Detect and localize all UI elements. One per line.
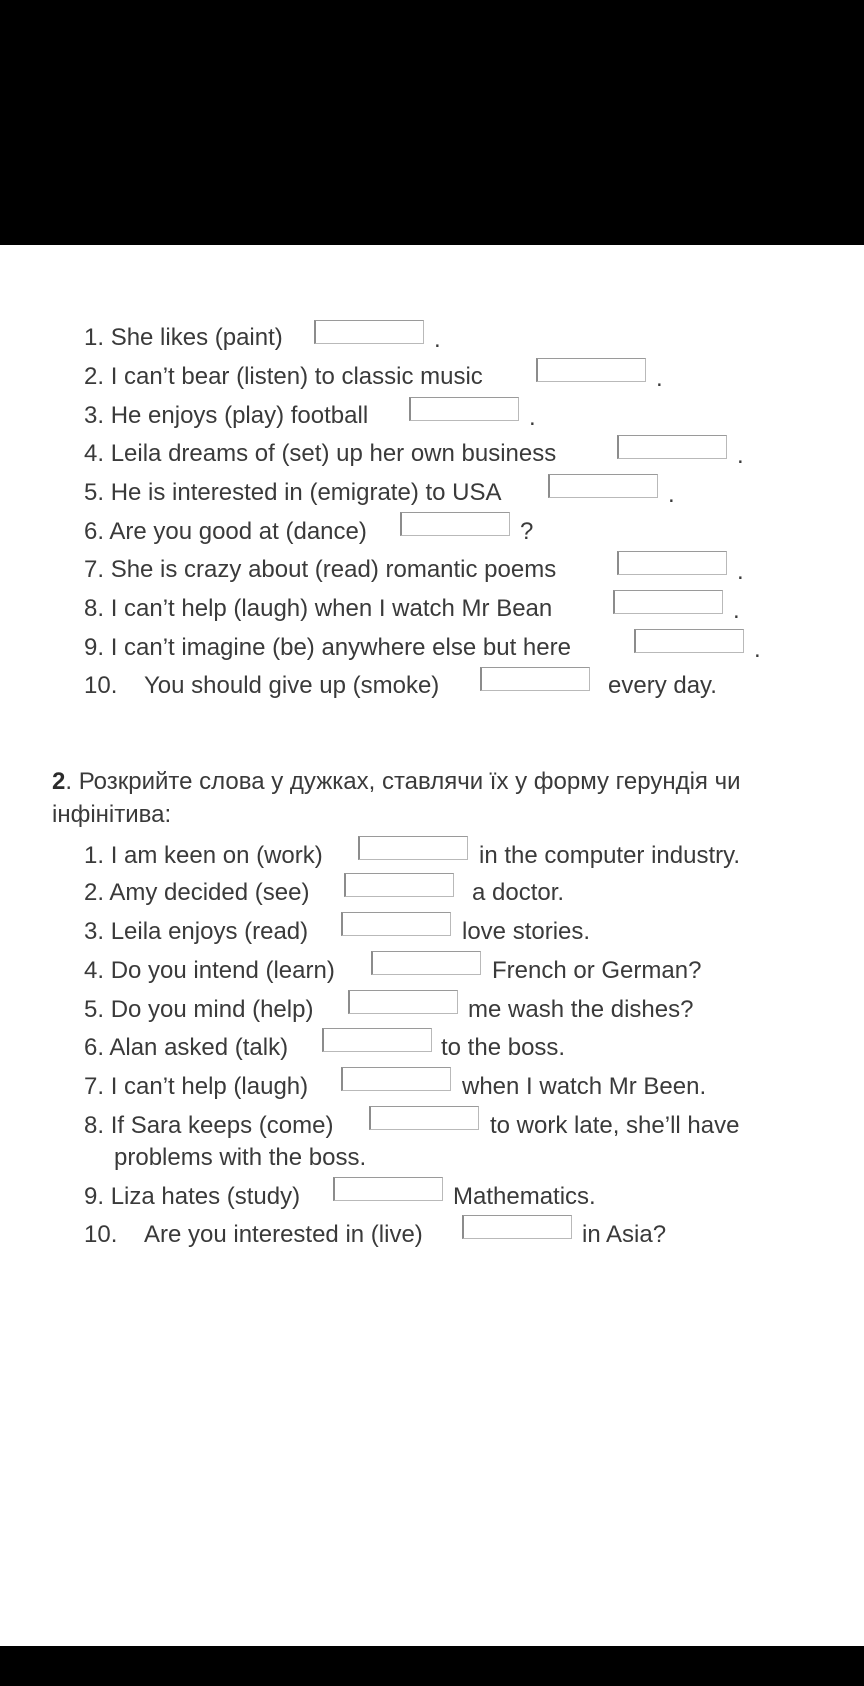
item-text: I can’t help (laugh) when I watch Mr Bean (110, 595, 553, 622)
answer-field-2-1[interactable] (358, 836, 468, 860)
item-text: Amy decided (see) (109, 879, 310, 906)
item-text: If Sara keeps (come) (110, 1112, 334, 1139)
item-ending: . (733, 597, 740, 624)
item-ending: in Asia? (582, 1221, 667, 1248)
item-number: 9. (84, 1183, 105, 1210)
item-ending: . (737, 558, 744, 585)
answer-field-2-6[interactable] (322, 1028, 432, 1052)
item-text: He enjoys (play) football (110, 402, 369, 429)
answer-field-1-6[interactable] (400, 512, 510, 536)
item-text: I am keen on (work) (110, 842, 323, 869)
ex1-item-10 (84, 671, 439, 701)
item-ending: to the boss. (441, 1034, 566, 1061)
item-text: Do you mind (help) (110, 996, 314, 1023)
item-text: You should give up (smoke) (144, 672, 440, 699)
answer-field-1-4[interactable] (617, 435, 727, 459)
ex2-item-1 (84, 841, 323, 871)
ex2-item-10 (84, 1220, 423, 1250)
answer-field-2-8[interactable] (369, 1106, 479, 1130)
answer-field-1-3[interactable] (409, 397, 519, 421)
ex2-item-9 (84, 1182, 300, 1212)
item-number: 9. (84, 634, 105, 661)
item-text: Leila enjoys (read) (110, 918, 309, 945)
item-ending: ? (520, 518, 534, 545)
item-text: Do you intend (learn) (110, 957, 335, 984)
item-number: 6. (84, 518, 105, 545)
item-ending: when I watch Mr Been. (462, 1073, 707, 1100)
ex1-item-1 (84, 323, 283, 353)
item-ending-line2: problems with the boss. (114, 1144, 367, 1171)
ex2-item-4 (84, 956, 335, 986)
ex1-item-7 (84, 555, 556, 585)
answer-field-1-5[interactable] (548, 474, 658, 498)
item-text: I can’t bear (listen) to classic music (110, 363, 483, 390)
answer-field-2-5[interactable] (348, 990, 458, 1014)
exercise-2-heading (52, 767, 741, 797)
item-ending: French or German? (492, 957, 702, 984)
answer-field-1-7[interactable] (617, 551, 727, 575)
answer-field-1-1[interactable] (314, 320, 424, 344)
bottom-black-bar (0, 1646, 864, 1686)
ex2-item-2 (84, 878, 309, 908)
item-number: 7. (84, 1073, 105, 1100)
item-number: 5. (84, 996, 105, 1023)
item-ending: every day. (608, 672, 717, 699)
item-number: 3. (84, 402, 105, 429)
item-text: He is interested in (emigrate) to USA (110, 479, 502, 506)
item-number: 2. (84, 363, 105, 390)
item-ending: love stories. (462, 918, 591, 945)
item-ending: . (434, 326, 441, 353)
ex1-item-5 (84, 478, 502, 508)
answer-field-1-8[interactable] (613, 590, 723, 614)
item-ending: a doctor. (472, 879, 565, 906)
item-number: 5. (84, 479, 105, 506)
exercise-number: 2 (52, 768, 66, 795)
item-number: 7. (84, 556, 105, 583)
answer-field-1-9[interactable] (634, 629, 744, 653)
ex1-item-6 (84, 517, 367, 547)
item-number: 4. (84, 440, 105, 467)
ex2-item-5 (84, 995, 313, 1025)
answer-field-2-3[interactable] (341, 912, 451, 936)
item-ending: to work late, she’ll have (490, 1112, 740, 1139)
answer-field-2-2[interactable] (344, 873, 454, 897)
item-text: Are you good at (dance) (109, 518, 367, 545)
item-text: She likes (paint) (110, 324, 283, 351)
item-number: 6. (84, 1034, 105, 1061)
item-number: 10. (84, 1221, 118, 1248)
top-black-bar (0, 0, 864, 245)
answer-field-2-4[interactable] (371, 951, 481, 975)
item-text: I can’t help (laugh) (110, 1073, 309, 1100)
ex1-item-8 (84, 594, 552, 624)
item-text: Are you interested in (live) (144, 1221, 423, 1248)
item-ending: Mathematics. (453, 1183, 596, 1210)
ex2-item-3 (84, 917, 308, 947)
item-text: Leila dreams of (set) up her own business (110, 440, 557, 467)
item-text: Liza hates (study) (110, 1183, 301, 1210)
item-number: 8. (84, 595, 105, 622)
ex1-item-4 (84, 439, 556, 469)
item-ending: . (737, 442, 744, 469)
item-ending: . (668, 481, 675, 508)
ex1-item-9 (84, 633, 571, 663)
answer-field-2-9[interactable] (333, 1177, 443, 1201)
answer-field-2-7[interactable] (341, 1067, 451, 1091)
answer-field-1-2[interactable] (536, 358, 646, 382)
item-text: I can’t imagine (be) anywhere else but here (110, 634, 571, 661)
item-number: 3. (84, 918, 105, 945)
item-text: She is crazy about (read) romantic poems (110, 556, 557, 583)
item-text: Alan asked (talk) (109, 1034, 289, 1061)
item-number: 2. (84, 879, 105, 906)
answer-field-1-10[interactable] (480, 667, 590, 691)
item-ending: . (656, 365, 663, 392)
item-ending: . (529, 404, 536, 431)
item-ending: . (754, 636, 761, 663)
item-number: 1. (84, 324, 105, 351)
answer-field-2-10[interactable] (462, 1215, 572, 1239)
item-ending: in the computer industry. (479, 842, 741, 869)
ex2-item-8 (84, 1111, 333, 1141)
ex2-item-7 (84, 1072, 308, 1102)
ex1-item-2 (84, 362, 483, 392)
ex2-item-6 (84, 1033, 288, 1063)
instruction-text-line2: інфінітива: (52, 801, 172, 828)
item-number: 8. (84, 1112, 105, 1139)
item-number: 10. (84, 672, 118, 699)
item-ending: me wash the dishes? (468, 996, 694, 1023)
item-number: 4. (84, 957, 105, 984)
instruction-text: . Розкрийте слова у дужках, ставлячи їх у форму герундія чи (65, 768, 741, 795)
ex1-item-3 (84, 401, 368, 431)
item-number: 1. (84, 842, 105, 869)
